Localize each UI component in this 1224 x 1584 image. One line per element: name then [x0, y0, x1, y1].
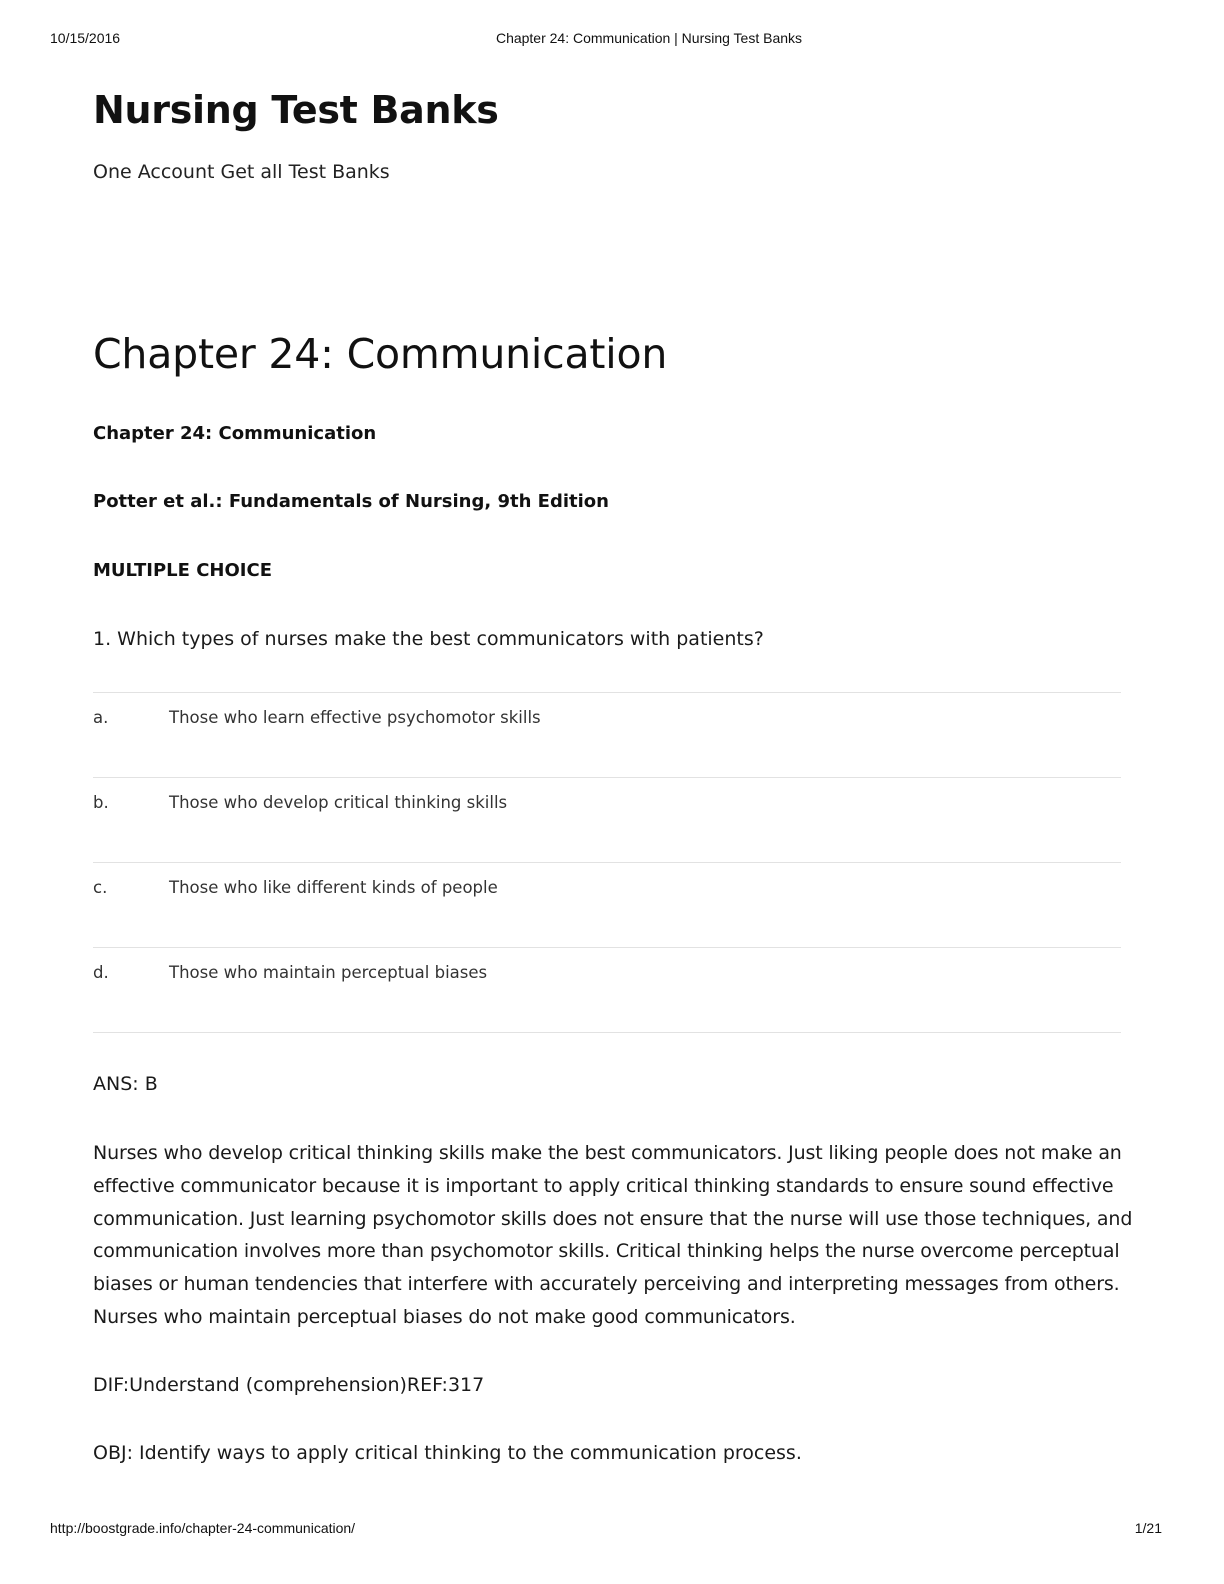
option-letter: b. [93, 793, 109, 812]
option-text: Those who maintain perceptual biases [169, 963, 488, 982]
option-letter: a. [93, 708, 109, 727]
question-text: 1. Which types of nurses make the best communicators with patients? [93, 628, 764, 650]
print-page-title: Chapter 24: Communication | Nursing Test Banks [495, 30, 803, 46]
print-date: 10/15/2016 [50, 30, 121, 46]
option-row-d [93, 948, 1121, 1033]
option-text: Those who develop critical thinking skills [169, 793, 508, 812]
answer-key: ANS: B [93, 1073, 158, 1095]
answer-options-table [93, 692, 1121, 1033]
option-row-b [93, 778, 1121, 863]
objective: OBJ: Identify ways to apply critical thinking to the communication process. [93, 1442, 802, 1464]
print-url: http://boostgrade.info/chapter-24-communication/ [50, 1520, 356, 1536]
page-number: 1/21 [1134, 1520, 1162, 1536]
option-row-c [93, 863, 1121, 948]
print-header [0, 30, 1224, 50]
difficulty-reference: DIF:Understand (comprehension)REF:317 [93, 1374, 485, 1396]
chapter-heading: Chapter 24: Communication [93, 423, 377, 444]
option-text: Those who learn effective psychomotor skills [169, 708, 541, 727]
book-reference: Potter et al.: Fundamentals of Nursing, 9th Edition [93, 491, 609, 512]
option-letter: d. [93, 963, 109, 982]
site-tagline: One Account Get all Test Banks [93, 161, 390, 183]
option-text: Those who like different kinds of people [169, 878, 498, 897]
site-title[interactable]: Nursing Test Banks [93, 88, 499, 132]
page-title: Chapter 24: Communication [93, 330, 668, 378]
option-row-a [93, 693, 1121, 778]
section-label: MULTIPLE CHOICE [93, 560, 272, 581]
print-footer [0, 1520, 1224, 1540]
answer-rationale: Nurses who develop critical thinking skills make the best communicators. Just liking people does not make an effective communicator because it is important to apply critical thinking standards to ensure sound effective communication. Just learning psychomotor skills does not ensure that the nurse will use those techniques, and communication involves more than psychomotor skills. Critical thinking helps the nurse overcome perceptual biases or human tendencies that interfere with accurately perceiving and interpreting messages from others. Nurses who maintain perceptual biases do not make good communicators. [93, 1142, 1133, 1328]
option-letter: c. [93, 878, 108, 897]
